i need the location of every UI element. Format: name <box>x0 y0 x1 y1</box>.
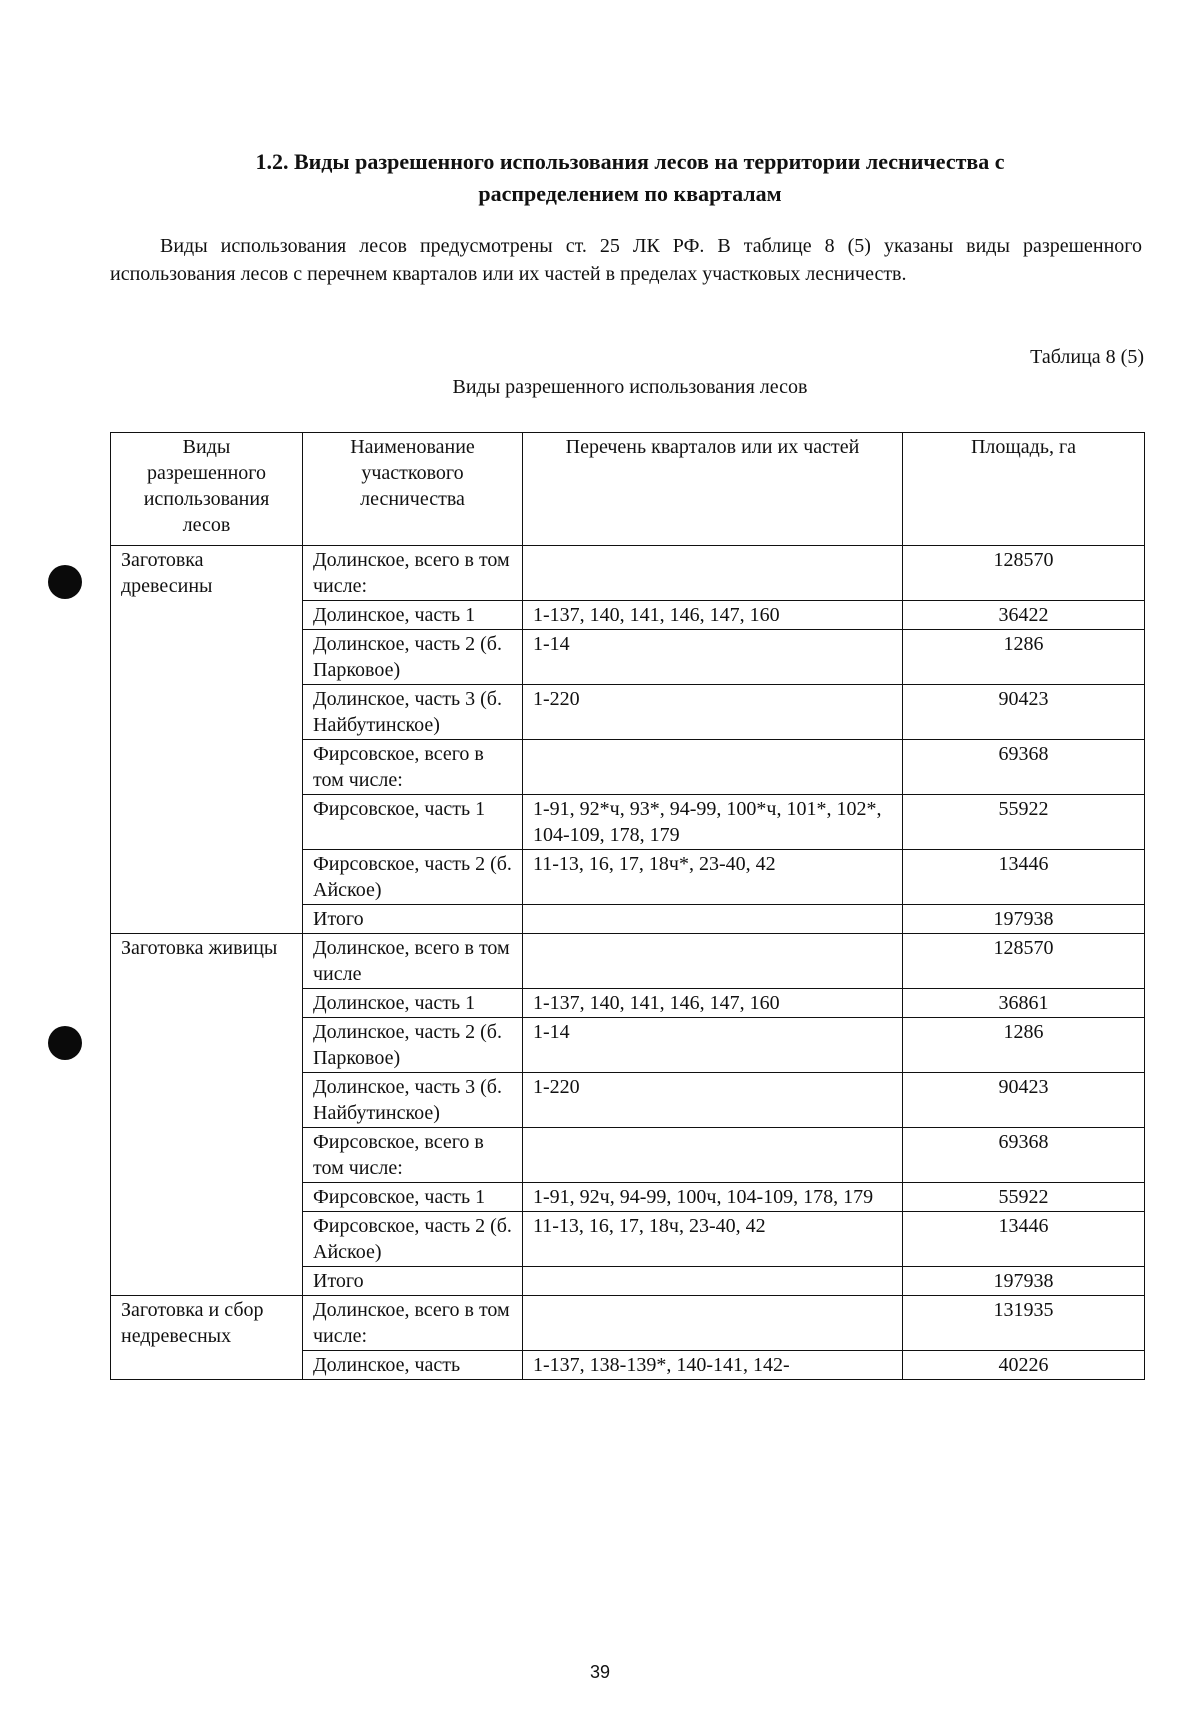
table-title: Виды разрешенного использования лесов <box>452 376 808 398</box>
section-heading <box>110 146 1150 210</box>
area-cell: 69368 <box>903 1128 1145 1183</box>
table-row <box>111 1296 1145 1351</box>
district-cell: Фирсовское, часть 2 (б. Айское) <box>303 850 523 905</box>
punch-hole-top <box>48 565 82 599</box>
quarters-cell <box>523 1267 903 1296</box>
district-cell: Долинское, часть 3 (б. Найбутинское) <box>303 1073 523 1128</box>
quarters-cell: 1-137, 140, 141, 146, 147, 160 <box>523 601 903 630</box>
district-cell: Итого <box>303 905 523 934</box>
quarters-cell: 1-91, 92ч, 94-99, 100ч, 104-109, 178, 179 <box>523 1183 903 1212</box>
land-use-table <box>110 432 1145 1380</box>
use-type-cell: Заготовка живицы <box>111 934 303 1296</box>
district-cell: Долинское, часть 2 (б. Парковое) <box>303 630 523 685</box>
punch-hole-bottom <box>48 1026 82 1060</box>
district-cell: Фирсовское, всего в том числе: <box>303 1128 523 1183</box>
area-cell: 36422 <box>903 601 1145 630</box>
quarters-cell: 11-13, 16, 17, 18ч, 23-40, 42 <box>523 1212 903 1267</box>
use-type-cell: Заготовка и сбор недревесных <box>111 1296 303 1380</box>
quarters-cell: 1-220 <box>523 1073 903 1128</box>
quarters-cell <box>523 740 903 795</box>
district-cell: Долинское, всего в том числе <box>303 934 523 989</box>
table-caption: Таблица 8 (5) <box>1030 346 1144 368</box>
header-district: Наименование участкового лесничества <box>303 433 523 546</box>
district-cell: Фирсовское, часть 1 <box>303 1183 523 1212</box>
district-cell: Долинское, часть 2 (б. Парковое) <box>303 1018 523 1073</box>
quarters-cell: 1-137, 138-139*, 140-141, 142- <box>523 1351 903 1380</box>
header-area: Площадь, га <box>903 433 1145 546</box>
use-type-cell: Заготовка древесины <box>111 546 303 934</box>
quarters-cell <box>523 546 903 601</box>
header-quarters: Перечень кварталов или их частей <box>523 433 903 546</box>
section-title-line-2: распределением по кварталам <box>478 181 782 206</box>
quarters-cell: 1-91, 92*ч, 93*, 94-99, 100*ч, 101*, 102*, 104-109, 178, 179 <box>523 795 903 850</box>
quarters-cell <box>523 905 903 934</box>
district-cell: Долинское, часть 1 <box>303 601 523 630</box>
page-number: 39 <box>589 1662 611 1682</box>
area-cell: 131935 <box>903 1296 1145 1351</box>
area-cell: 90423 <box>903 1073 1145 1128</box>
intro-paragraph: Виды использования лесов предусмотрены ст. 25 ЛК РФ. В таблице 8 (5) указаны виды разрешенного использования лесов с перечнем кварталов или их частей в пределах участковых лесничеств. <box>110 235 1142 285</box>
total-area-cell: 197938 <box>903 1267 1145 1296</box>
header-use-type: Виды разрешенного использования лесов <box>111 433 303 546</box>
district-cell: Фирсовское, часть 2 (б. Айское) <box>303 1212 523 1267</box>
quarters-cell: 1-14 <box>523 630 903 685</box>
district-cell: Долинское, часть 3 (б. Найбутинское) <box>303 685 523 740</box>
quarters-cell: 1-220 <box>523 685 903 740</box>
quarters-cell: 11-13, 16, 17, 18ч*, 23-40, 42 <box>523 850 903 905</box>
section-title-line-1: 1.2. Виды разрешенного использования лесов на территории лесничества с <box>255 149 1005 174</box>
area-cell: 13446 <box>903 1212 1145 1267</box>
total-area-cell: 197938 <box>903 905 1145 934</box>
area-cell: 90423 <box>903 685 1145 740</box>
quarters-cell: 1-14 <box>523 1018 903 1073</box>
district-cell: Долинское, всего в том числе: <box>303 546 523 601</box>
table-header-row <box>111 433 1145 546</box>
district-cell: Долинское, часть 1 <box>303 989 523 1018</box>
table-row <box>111 546 1145 601</box>
district-cell: Итого <box>303 1267 523 1296</box>
quarters-cell: 1-137, 140, 141, 146, 147, 160 <box>523 989 903 1018</box>
area-cell: 128570 <box>903 546 1145 601</box>
area-cell: 55922 <box>903 795 1145 850</box>
district-cell: Долинское, всего в том числе: <box>303 1296 523 1351</box>
area-cell: 128570 <box>903 934 1145 989</box>
district-cell: Долинское, часть <box>303 1351 523 1380</box>
table-body <box>111 546 1145 1380</box>
area-cell: 36861 <box>903 989 1145 1018</box>
area-cell: 1286 <box>903 630 1145 685</box>
district-cell: Фирсовское, часть 1 <box>303 795 523 850</box>
district-cell: Фирсовское, всего в том числе: <box>303 740 523 795</box>
table-row <box>111 934 1145 989</box>
area-cell: 69368 <box>903 740 1145 795</box>
quarters-cell <box>523 934 903 989</box>
area-cell: 1286 <box>903 1018 1145 1073</box>
area-cell: 13446 <box>903 850 1145 905</box>
area-cell: 55922 <box>903 1183 1145 1212</box>
quarters-cell <box>523 1296 903 1351</box>
area-cell: 40226 <box>903 1351 1145 1380</box>
quarters-cell <box>523 1128 903 1183</box>
